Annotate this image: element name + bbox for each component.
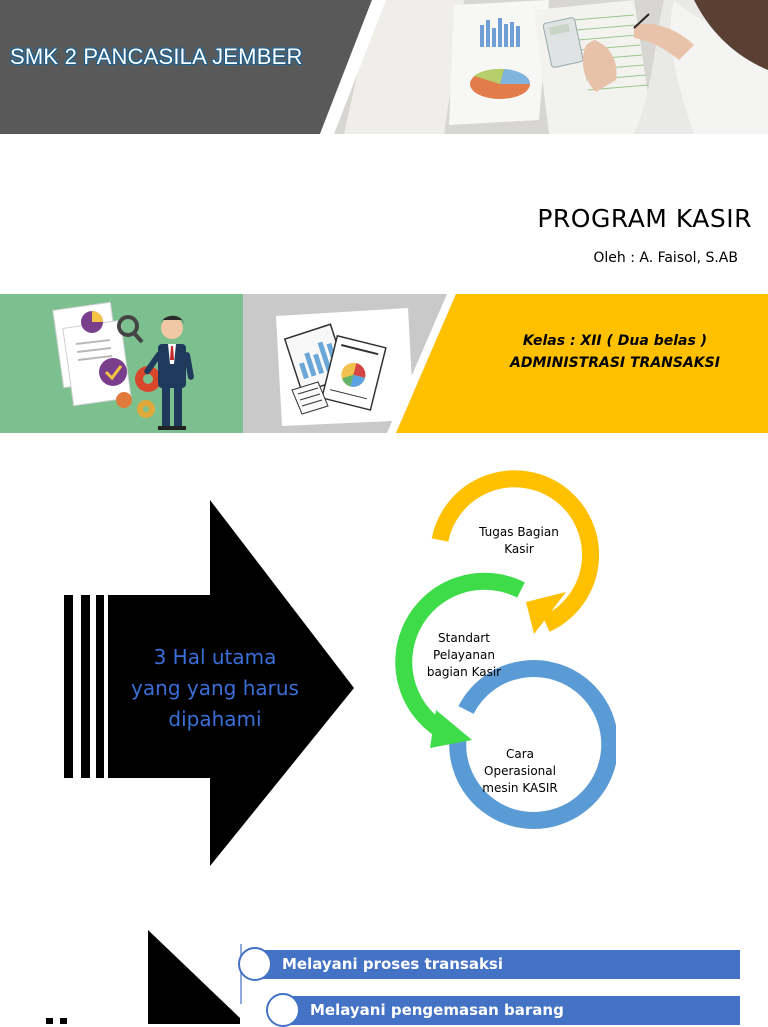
cycle-item-1-line2: Kasir <box>504 542 534 556</box>
arrow-label-line2: yang yang harus <box>131 676 299 700</box>
subject-name: ADMINISTRASI TRANSAKSI <box>510 355 720 371</box>
list-item-1-bullet <box>238 947 272 981</box>
cycle-item-3-line1: Cara <box>505 747 535 761</box>
school-name: SMK 2 PANCASILA JEMBER <box>10 44 303 69</box>
bottom-arrow-shape <box>40 930 240 1024</box>
cycle-item-3 <box>470 746 570 797</box>
cycle-item-1-line1: Tugas Bagian <box>479 525 559 539</box>
class-level: Kelas : XII ( Dua belas ) <box>522 333 708 349</box>
presentation-title: PROGRAM KASIR <box>537 204 752 233</box>
list-item-1 <box>256 950 740 979</box>
cycle-ring-blue <box>458 668 610 820</box>
list-item-2-bullet <box>266 993 300 1027</box>
cycle-item-2-line3: bagian Kasir <box>426 665 502 679</box>
main-arrow-label <box>120 642 310 735</box>
author-line: Oleh : A. Faisol, S.AB <box>593 250 738 266</box>
report-papers-illustration <box>258 302 418 427</box>
cycle-item-3-line3: mesin KASIR <box>482 781 558 795</box>
class-info <box>470 330 760 374</box>
slide-header <box>0 0 768 134</box>
list-item-2 <box>284 996 740 1025</box>
cycle-item-2-line1: Standart <box>438 631 490 645</box>
class-banner <box>0 294 768 433</box>
office-desk-photo <box>334 0 768 134</box>
arrow-label-line1: 3 Hal utama <box>153 645 277 669</box>
cycle-item-2-line2: Pelayanan <box>433 648 495 662</box>
cycle-item-2 <box>414 630 514 681</box>
list-item-2-label: Melayani pengemasan barang <box>310 1001 564 1019</box>
cycle-item-1 <box>470 524 568 558</box>
cycle-item-3-line2: Operasional <box>484 764 556 778</box>
businessman-report-illustration <box>50 294 230 433</box>
list-item-1-label: Melayani proses transaksi <box>282 955 504 973</box>
arrow-label-line3: dipahami <box>168 707 262 731</box>
